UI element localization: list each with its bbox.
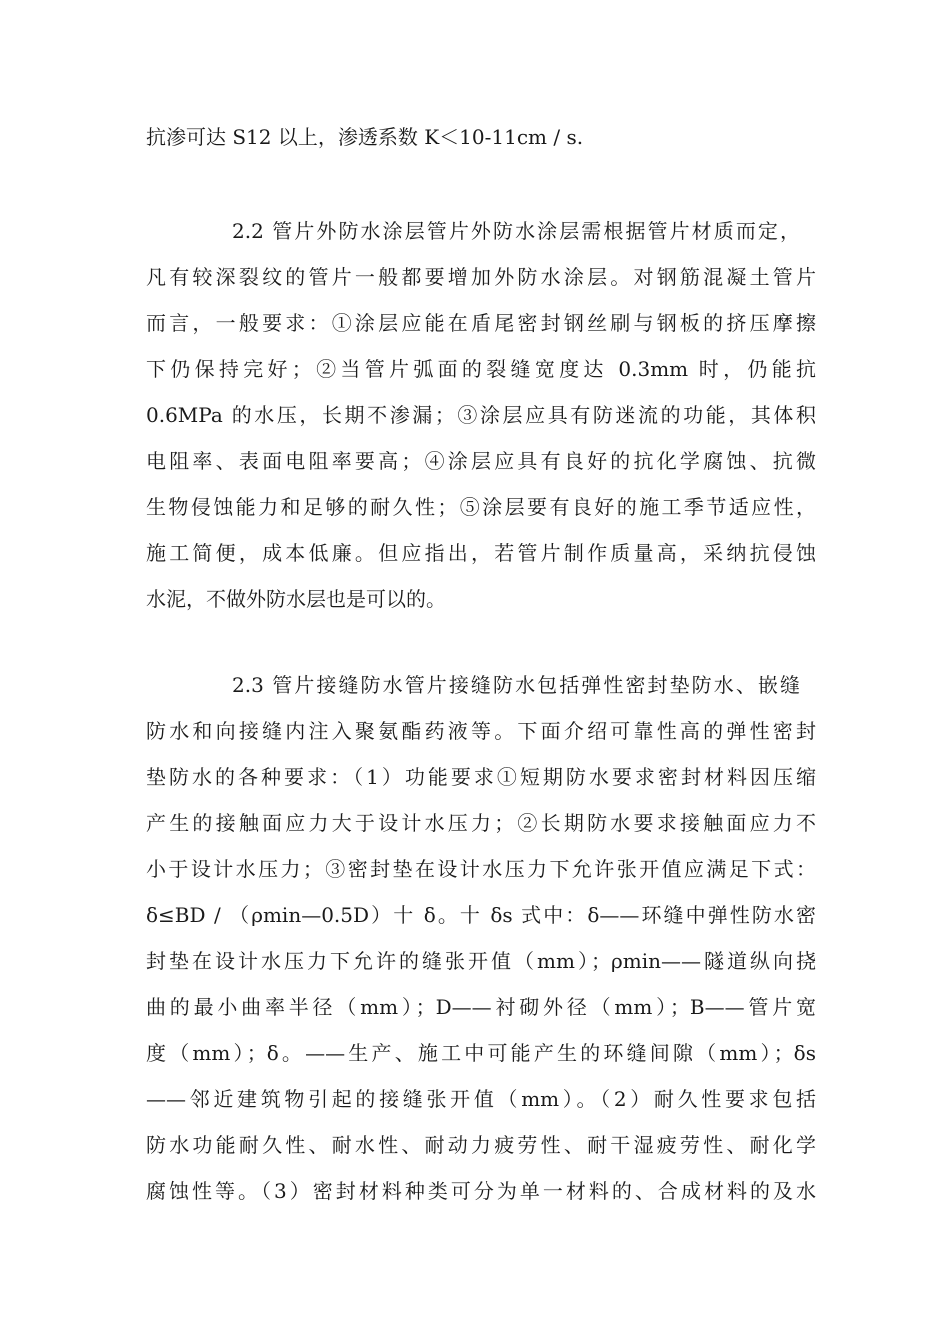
text-line: 曲的最小曲率半径（mm）；D——衬砌外径（mm）；B——管片宽 [146, 995, 816, 1019]
text-line: 防水和向接缝内注入聚氨酯药液等。下面介绍可靠性高的弹性密封 [146, 719, 816, 743]
text-line: 0.6MPa 的水压，长期不渗漏；③涂层应具有防迷流的功能，其体积 [146, 403, 816, 427]
text-line: 封垫在设计水压力下允许的缝张开值（mm）；ρmin——隧道纵向挠 [146, 949, 816, 973]
text-line: 小于设计水压力；③密封垫在设计水压力下允许张开值应满足下式： [146, 857, 816, 881]
text-line: 产生的接触面应力大于设计水压力；②长期防水要求接触面应力不 [146, 811, 816, 835]
text-line: 生物侵蚀能力和足够的耐久性；⑤涂层要有良好的施工季节适应性， [146, 495, 816, 519]
text-line: δ≤BD / （ρmin—0.5D）十 δ。十 δs 式中：δ——环缝中弹性防水密 [146, 903, 816, 927]
text-line: 水泥，不做外防水层也是可以的。 [146, 587, 446, 611]
text-line: 电阻率、表面电阻率要高；④涂层应具有良好的抗化学腐蚀、抗微 [146, 449, 816, 473]
text-line: 腐蚀性等。（3）密封材料种类可分为单一材料的、合成材料的及水 [146, 1179, 816, 1203]
text-line: 2.3 管片接缝防水管片接缝防水包括弹性密封垫防水、嵌缝 [232, 673, 800, 697]
text-line: ——邻近建筑物引起的接缝张开值（mm）。（2）耐久性要求包括 [146, 1087, 816, 1111]
text-line: 2.2 管片外防水涂层管片外防水涂层需根据管片材质而定， [232, 219, 800, 243]
text-line: 垫防水的各种要求：（1）功能要求①短期防水要求密封材料因压缩 [146, 765, 816, 789]
text-line: 而言，一般要求：①涂层应能在盾尾密封钢丝刷与钢板的挤压摩擦 [146, 311, 816, 335]
text-line: 防水功能耐久性、耐水性、耐动力疲劳性、耐干湿疲劳性、耐化学 [146, 1133, 816, 1157]
text-line: 凡有较深裂纹的管片一般都要增加外防水涂层。对钢筋混凝土管片 [146, 265, 816, 289]
text-line: 抗渗可达 S12 以上，渗透系数 K＜10-11cm / s. [146, 125, 584, 149]
text-line: 施工简便，成本低廉。但应指出，若管片制作质量高，采纳抗侵蚀 [146, 541, 816, 565]
text-line: 下仍保持完好；②当管片弧面的裂缝宽度达 0.3mm 时，仍能抗 [146, 357, 816, 381]
text-line: 度（mm）；δ。——生产、施工中可能产生的环缝间隙（mm）；δs [146, 1041, 816, 1065]
